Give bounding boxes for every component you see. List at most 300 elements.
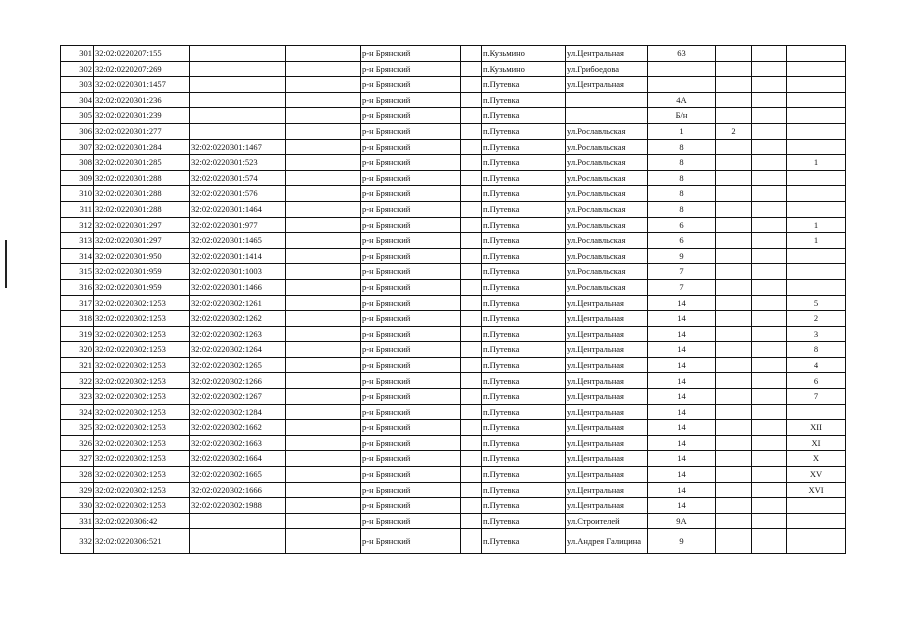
table-row xyxy=(61,170,846,186)
locality-cell: п.Путевка xyxy=(482,435,566,451)
house-number-cell: 8 xyxy=(648,170,716,186)
row-number-cell: 321 xyxy=(61,357,94,373)
district-cell: р-н Брянский xyxy=(361,373,461,389)
street-cell: ул.Рославльская xyxy=(566,155,648,171)
cadastral-number-cell: 32:02:0220301:288 xyxy=(94,201,190,217)
blank-cell-cell xyxy=(286,373,361,389)
related-cadastral-number-cell: 32:02:0220302:1266 xyxy=(190,373,286,389)
blank-cell-cell xyxy=(752,420,787,436)
locality-cell: п.Путевка xyxy=(482,451,566,467)
house-number-cell: 8 xyxy=(648,155,716,171)
building-number-cell xyxy=(716,467,752,483)
building-number-cell xyxy=(716,92,752,108)
cadastral-number-cell: 32:02:0220302:1253 xyxy=(94,420,190,436)
related-cadastral-number-cell: 32:02:0220302:1665 xyxy=(190,467,286,483)
blank-cell-cell xyxy=(752,435,787,451)
premises-number-cell: 6 xyxy=(787,373,846,389)
house-number-cell: 7 xyxy=(648,279,716,295)
district-cell: р-н Брянский xyxy=(361,186,461,202)
locality-cell: п.Путевка xyxy=(482,404,566,420)
blank-cell-cell xyxy=(752,248,787,264)
blank-cell-cell xyxy=(286,186,361,202)
related-cadastral-number-cell: 32:02:0220302:1267 xyxy=(190,389,286,405)
blank-cell-cell xyxy=(286,155,361,171)
related-cadastral-number-cell: 32:02:0220302:1261 xyxy=(190,295,286,311)
street-cell: ул.Центральная xyxy=(566,389,648,405)
premises-number-cell: 1 xyxy=(787,217,846,233)
table-row xyxy=(61,108,846,124)
row-number-cell: 301 xyxy=(61,46,94,62)
blank-cell-cell xyxy=(286,233,361,249)
row-number-cell: 314 xyxy=(61,248,94,264)
building-number-cell xyxy=(716,77,752,93)
table-row xyxy=(61,155,846,171)
blank-cell-cell xyxy=(461,123,482,139)
premises-number-cell xyxy=(787,92,846,108)
blank-cell-cell xyxy=(752,61,787,77)
locality-cell: п.Путевка xyxy=(482,482,566,498)
locality-cell: п.Путевка xyxy=(482,357,566,373)
blank-cell-cell xyxy=(752,357,787,373)
house-number-cell: 1 xyxy=(648,123,716,139)
blank-cell-cell xyxy=(461,92,482,108)
blank-cell-cell xyxy=(752,186,787,202)
house-number-cell: 14 xyxy=(648,357,716,373)
locality-cell: п.Путевка xyxy=(482,498,566,514)
house-number-cell: 14 xyxy=(648,498,716,514)
house-number-cell: 14 xyxy=(648,326,716,342)
building-number-cell xyxy=(716,170,752,186)
district-cell: р-н Брянский xyxy=(361,451,461,467)
row-number-cell: 322 xyxy=(61,373,94,389)
district-cell: р-н Брянский xyxy=(361,529,461,554)
district-cell: р-н Брянский xyxy=(361,467,461,483)
locality-cell: п.Путевка xyxy=(482,77,566,93)
related-cadastral-number-cell xyxy=(190,123,286,139)
premises-number-cell: XV xyxy=(787,467,846,483)
blank-cell-cell xyxy=(286,513,361,529)
blank-cell-cell xyxy=(461,342,482,358)
building-number-cell xyxy=(716,295,752,311)
district-cell: р-н Брянский xyxy=(361,217,461,233)
cadastral-number-cell: 32:02:0220301:277 xyxy=(94,123,190,139)
district-cell: р-н Брянский xyxy=(361,482,461,498)
premises-number-cell: 3 xyxy=(787,326,846,342)
cadastral-number-cell: 32:02:0220302:1253 xyxy=(94,373,190,389)
blank-cell-cell xyxy=(286,451,361,467)
locality-cell: п.Путевка xyxy=(482,201,566,217)
house-number-cell: 14 xyxy=(648,451,716,467)
street-cell: ул.Центральная xyxy=(566,498,648,514)
street-cell xyxy=(566,92,648,108)
related-cadastral-number-cell: 32:02:0220302:1664 xyxy=(190,451,286,467)
blank-cell-cell xyxy=(461,420,482,436)
building-number-cell xyxy=(716,513,752,529)
locality-cell: п.Путевка xyxy=(482,248,566,264)
district-cell: р-н Брянский xyxy=(361,498,461,514)
blank-cell-cell xyxy=(286,123,361,139)
blank-cell-cell xyxy=(461,233,482,249)
related-cadastral-number-cell: 32:02:0220302:1666 xyxy=(190,482,286,498)
locality-cell: п.Путевка xyxy=(482,342,566,358)
row-number-cell: 328 xyxy=(61,467,94,483)
related-cadastral-number-cell: 32:02:0220301:977 xyxy=(190,217,286,233)
street-cell: ул.Центральная xyxy=(566,342,648,358)
blank-cell-cell xyxy=(286,357,361,373)
blank-cell-cell xyxy=(752,155,787,171)
premises-number-cell: 1 xyxy=(787,155,846,171)
blank-cell-cell xyxy=(752,467,787,483)
blank-cell-cell xyxy=(752,498,787,514)
street-cell: ул.Центральная xyxy=(566,46,648,62)
street-cell: ул.Рославльская xyxy=(566,279,648,295)
row-number-cell: 302 xyxy=(61,61,94,77)
related-cadastral-number-cell: 32:02:0220302:1265 xyxy=(190,357,286,373)
blank-cell-cell xyxy=(461,248,482,264)
cadastral-number-cell: 32:02:0220302:1253 xyxy=(94,498,190,514)
locality-cell: п.Путевка xyxy=(482,529,566,554)
related-cadastral-number-cell: 32:02:0220301:1464 xyxy=(190,201,286,217)
cadastral-number-cell: 32:02:0220306:42 xyxy=(94,513,190,529)
blank-cell-cell xyxy=(461,311,482,327)
house-number-cell xyxy=(648,77,716,93)
cadastral-number-cell: 32:02:0220302:1253 xyxy=(94,311,190,327)
cadastral-number-cell: 32:02:0220302:1253 xyxy=(94,357,190,373)
house-number-cell: 14 xyxy=(648,295,716,311)
registry-rows xyxy=(61,46,846,554)
row-number-cell: 330 xyxy=(61,498,94,514)
cadastral-number-cell: 32:02:0220302:1253 xyxy=(94,467,190,483)
district-cell: р-н Брянский xyxy=(361,233,461,249)
locality-cell: п.Путевка xyxy=(482,389,566,405)
building-number-cell xyxy=(716,326,752,342)
cadastral-number-cell: 32:02:0220302:1253 xyxy=(94,451,190,467)
premises-number-cell xyxy=(787,498,846,514)
row-number-cell: 325 xyxy=(61,420,94,436)
table-row xyxy=(61,77,846,93)
district-cell: р-н Брянский xyxy=(361,342,461,358)
house-number-cell: 14 xyxy=(648,404,716,420)
blank-cell-cell xyxy=(752,108,787,124)
cadastral-number-cell: 32:02:0220301:297 xyxy=(94,217,190,233)
building-number-cell xyxy=(716,482,752,498)
district-cell: р-н Брянский xyxy=(361,92,461,108)
blank-cell-cell xyxy=(286,61,361,77)
cadastral-number-cell: 32:02:0220301:297 xyxy=(94,233,190,249)
cadastral-number-cell: 32:02:0220301:285 xyxy=(94,155,190,171)
blank-cell-cell xyxy=(752,201,787,217)
blank-cell-cell xyxy=(752,326,787,342)
street-cell xyxy=(566,108,648,124)
related-cadastral-number-cell xyxy=(190,92,286,108)
row-number-cell: 319 xyxy=(61,326,94,342)
house-number-cell: 14 xyxy=(648,435,716,451)
house-number-cell: 14 xyxy=(648,467,716,483)
district-cell: р-н Брянский xyxy=(361,248,461,264)
street-cell: ул.Центральная xyxy=(566,451,648,467)
cadastral-number-cell: 32:02:0220301:959 xyxy=(94,264,190,280)
scan-edge-mark xyxy=(5,240,7,288)
district-cell: р-н Брянский xyxy=(361,357,461,373)
related-cadastral-number-cell: 32:02:0220302:1663 xyxy=(190,435,286,451)
related-cadastral-number-cell: 32:02:0220302:1262 xyxy=(190,311,286,327)
cadastral-number-cell: 32:02:0220302:1253 xyxy=(94,482,190,498)
blank-cell-cell xyxy=(461,435,482,451)
table-row xyxy=(61,311,846,327)
row-number-cell: 306 xyxy=(61,123,94,139)
cadastral-number-cell: 32:02:0220302:1253 xyxy=(94,295,190,311)
table-row xyxy=(61,357,846,373)
district-cell: р-н Брянский xyxy=(361,311,461,327)
locality-cell: п.Путевка xyxy=(482,186,566,202)
locality-cell: п.Кузьмино xyxy=(482,61,566,77)
locality-cell: п.Путевка xyxy=(482,513,566,529)
street-cell: ул.Рославльская xyxy=(566,170,648,186)
premises-number-cell: 7 xyxy=(787,389,846,405)
cadastral-number-cell: 32:02:0220301:288 xyxy=(94,170,190,186)
district-cell: р-н Брянский xyxy=(361,264,461,280)
related-cadastral-number-cell xyxy=(190,46,286,62)
cadastral-number-cell: 32:02:0220301:959 xyxy=(94,279,190,295)
building-number-cell xyxy=(716,373,752,389)
district-cell: р-н Брянский xyxy=(361,155,461,171)
blank-cell-cell xyxy=(752,139,787,155)
row-number-cell: 323 xyxy=(61,389,94,405)
premises-number-cell: 4 xyxy=(787,357,846,373)
house-number-cell: 14 xyxy=(648,420,716,436)
blank-cell-cell xyxy=(752,373,787,389)
district-cell: р-н Брянский xyxy=(361,404,461,420)
cadastral-number-cell: 32:02:0220306:521 xyxy=(94,529,190,554)
premises-number-cell: XII xyxy=(787,420,846,436)
cadastral-number-cell: 32:02:0220301:1457 xyxy=(94,77,190,93)
related-cadastral-number-cell xyxy=(190,529,286,554)
cadastral-number-cell: 32:02:0220302:1253 xyxy=(94,404,190,420)
building-number-cell xyxy=(716,217,752,233)
street-cell: ул.Рославльская xyxy=(566,248,648,264)
premises-number-cell xyxy=(787,139,846,155)
building-number-cell xyxy=(716,389,752,405)
locality-cell: п.Путевка xyxy=(482,155,566,171)
building-number-cell xyxy=(716,435,752,451)
blank-cell-cell xyxy=(286,264,361,280)
blank-cell-cell xyxy=(461,451,482,467)
blank-cell-cell xyxy=(461,201,482,217)
locality-cell: п.Путевка xyxy=(482,233,566,249)
blank-cell-cell xyxy=(461,155,482,171)
blank-cell-cell xyxy=(286,342,361,358)
related-cadastral-number-cell: 32:02:0220302:1284 xyxy=(190,404,286,420)
district-cell: р-н Брянский xyxy=(361,123,461,139)
blank-cell-cell xyxy=(461,482,482,498)
blank-cell-cell xyxy=(286,326,361,342)
table-row xyxy=(61,529,846,554)
street-cell: ул.Рославльская xyxy=(566,201,648,217)
house-number-cell: Б/н xyxy=(648,108,716,124)
district-cell: р-н Брянский xyxy=(361,77,461,93)
blank-cell-cell xyxy=(461,404,482,420)
table-row xyxy=(61,201,846,217)
table-row xyxy=(61,264,846,280)
row-number-cell: 317 xyxy=(61,295,94,311)
cadastral-number-cell: 32:02:0220301:284 xyxy=(94,139,190,155)
building-number-cell xyxy=(716,264,752,280)
locality-cell: п.Путевка xyxy=(482,170,566,186)
building-number-cell xyxy=(716,279,752,295)
house-number-cell: 8 xyxy=(648,139,716,155)
related-cadastral-number-cell: 32:02:0220301:1003 xyxy=(190,264,286,280)
cadastral-number-cell: 32:02:0220301:288 xyxy=(94,186,190,202)
table-row xyxy=(61,233,846,249)
blank-cell-cell xyxy=(286,92,361,108)
district-cell: р-н Брянский xyxy=(361,201,461,217)
blank-cell-cell xyxy=(461,467,482,483)
building-number-cell xyxy=(716,155,752,171)
house-number-cell: 7 xyxy=(648,264,716,280)
table-row xyxy=(61,467,846,483)
row-number-cell: 331 xyxy=(61,513,94,529)
building-number-cell xyxy=(716,357,752,373)
related-cadastral-number-cell: 32:02:0220302:1988 xyxy=(190,498,286,514)
blank-cell-cell xyxy=(461,389,482,405)
street-cell: ул.Андрея Галицина xyxy=(566,529,648,554)
street-cell: ул.Центральная xyxy=(566,373,648,389)
locality-cell: п.Путевка xyxy=(482,264,566,280)
blank-cell-cell xyxy=(286,311,361,327)
premises-number-cell xyxy=(787,248,846,264)
table-row xyxy=(61,61,846,77)
building-number-cell xyxy=(716,46,752,62)
row-number-cell: 327 xyxy=(61,451,94,467)
blank-cell-cell xyxy=(752,77,787,93)
row-number-cell: 307 xyxy=(61,139,94,155)
building-number-cell xyxy=(716,404,752,420)
house-number-cell: 63 xyxy=(648,46,716,62)
table-row xyxy=(61,92,846,108)
building-number-cell xyxy=(716,420,752,436)
locality-cell: п.Путевка xyxy=(482,139,566,155)
house-number-cell xyxy=(648,61,716,77)
building-number-cell xyxy=(716,498,752,514)
blank-cell-cell xyxy=(461,357,482,373)
blank-cell-cell xyxy=(286,482,361,498)
blank-cell-cell xyxy=(461,170,482,186)
table-row xyxy=(61,420,846,436)
street-cell: ул.Центральная xyxy=(566,420,648,436)
table-row xyxy=(61,389,846,405)
street-cell: ул.Рославльская xyxy=(566,264,648,280)
premises-number-cell: 8 xyxy=(787,342,846,358)
blank-cell-cell xyxy=(752,295,787,311)
blank-cell-cell xyxy=(752,170,787,186)
blank-cell-cell xyxy=(286,170,361,186)
building-number-cell xyxy=(716,201,752,217)
house-number-cell: 14 xyxy=(648,389,716,405)
house-number-cell: 6 xyxy=(648,217,716,233)
premises-number-cell xyxy=(787,77,846,93)
blank-cell-cell xyxy=(461,77,482,93)
blank-cell-cell xyxy=(461,46,482,62)
blank-cell-cell xyxy=(286,77,361,93)
street-cell: ул.Центральная xyxy=(566,326,648,342)
cadastral-number-cell: 32:02:0220301:950 xyxy=(94,248,190,264)
cadastral-number-cell: 32:02:0220207:269 xyxy=(94,61,190,77)
premises-number-cell xyxy=(787,108,846,124)
cadastral-number-cell: 32:02:0220302:1253 xyxy=(94,326,190,342)
district-cell: р-н Брянский xyxy=(361,61,461,77)
house-number-cell: 14 xyxy=(648,311,716,327)
row-number-cell: 309 xyxy=(61,170,94,186)
district-cell: р-н Брянский xyxy=(361,326,461,342)
row-number-cell: 305 xyxy=(61,108,94,124)
blank-cell-cell xyxy=(461,279,482,295)
locality-cell: п.Путевка xyxy=(482,373,566,389)
blank-cell-cell xyxy=(286,295,361,311)
house-number-cell: 14 xyxy=(648,482,716,498)
table-row xyxy=(61,498,846,514)
premises-number-cell xyxy=(787,61,846,77)
table-row xyxy=(61,451,846,467)
blank-cell-cell xyxy=(461,513,482,529)
premises-number-cell xyxy=(787,529,846,554)
related-cadastral-number-cell xyxy=(190,77,286,93)
street-cell: ул.Центральная xyxy=(566,482,648,498)
locality-cell: п.Путевка xyxy=(482,326,566,342)
related-cadastral-number-cell: 32:02:0220301:523 xyxy=(190,155,286,171)
table-row xyxy=(61,326,846,342)
blank-cell-cell xyxy=(752,279,787,295)
row-number-cell: 324 xyxy=(61,404,94,420)
table-row xyxy=(61,123,846,139)
street-cell: ул.Центральная xyxy=(566,435,648,451)
blank-cell-cell xyxy=(286,420,361,436)
row-number-cell: 303 xyxy=(61,77,94,93)
street-cell: ул.Рославльская xyxy=(566,186,648,202)
table-row xyxy=(61,186,846,202)
district-cell: р-н Брянский xyxy=(361,389,461,405)
blank-cell-cell xyxy=(286,217,361,233)
related-cadastral-number-cell xyxy=(190,108,286,124)
premises-number-cell xyxy=(787,123,846,139)
table-row xyxy=(61,513,846,529)
blank-cell-cell xyxy=(461,264,482,280)
building-number-cell xyxy=(716,139,752,155)
district-cell: р-н Брянский xyxy=(361,139,461,155)
blank-cell-cell xyxy=(752,92,787,108)
related-cadastral-number-cell: 32:02:0220301:576 xyxy=(190,186,286,202)
blank-cell-cell xyxy=(286,139,361,155)
table-row xyxy=(61,279,846,295)
blank-cell-cell xyxy=(461,373,482,389)
blank-cell-cell xyxy=(286,201,361,217)
blank-cell-cell xyxy=(286,435,361,451)
blank-cell-cell xyxy=(286,529,361,554)
related-cadastral-number-cell: 32:02:0220302:1662 xyxy=(190,420,286,436)
blank-cell-cell xyxy=(752,529,787,554)
blank-cell-cell xyxy=(461,217,482,233)
related-cadastral-number-cell xyxy=(190,61,286,77)
district-cell: р-н Брянский xyxy=(361,279,461,295)
premises-number-cell: 5 xyxy=(787,295,846,311)
table-row xyxy=(61,248,846,264)
cadastral-number-cell: 32:02:0220302:1253 xyxy=(94,342,190,358)
table-row xyxy=(61,404,846,420)
blank-cell-cell xyxy=(752,217,787,233)
blank-cell-cell xyxy=(286,389,361,405)
building-number-cell xyxy=(716,108,752,124)
premises-number-cell xyxy=(787,201,846,217)
blank-cell-cell xyxy=(286,467,361,483)
